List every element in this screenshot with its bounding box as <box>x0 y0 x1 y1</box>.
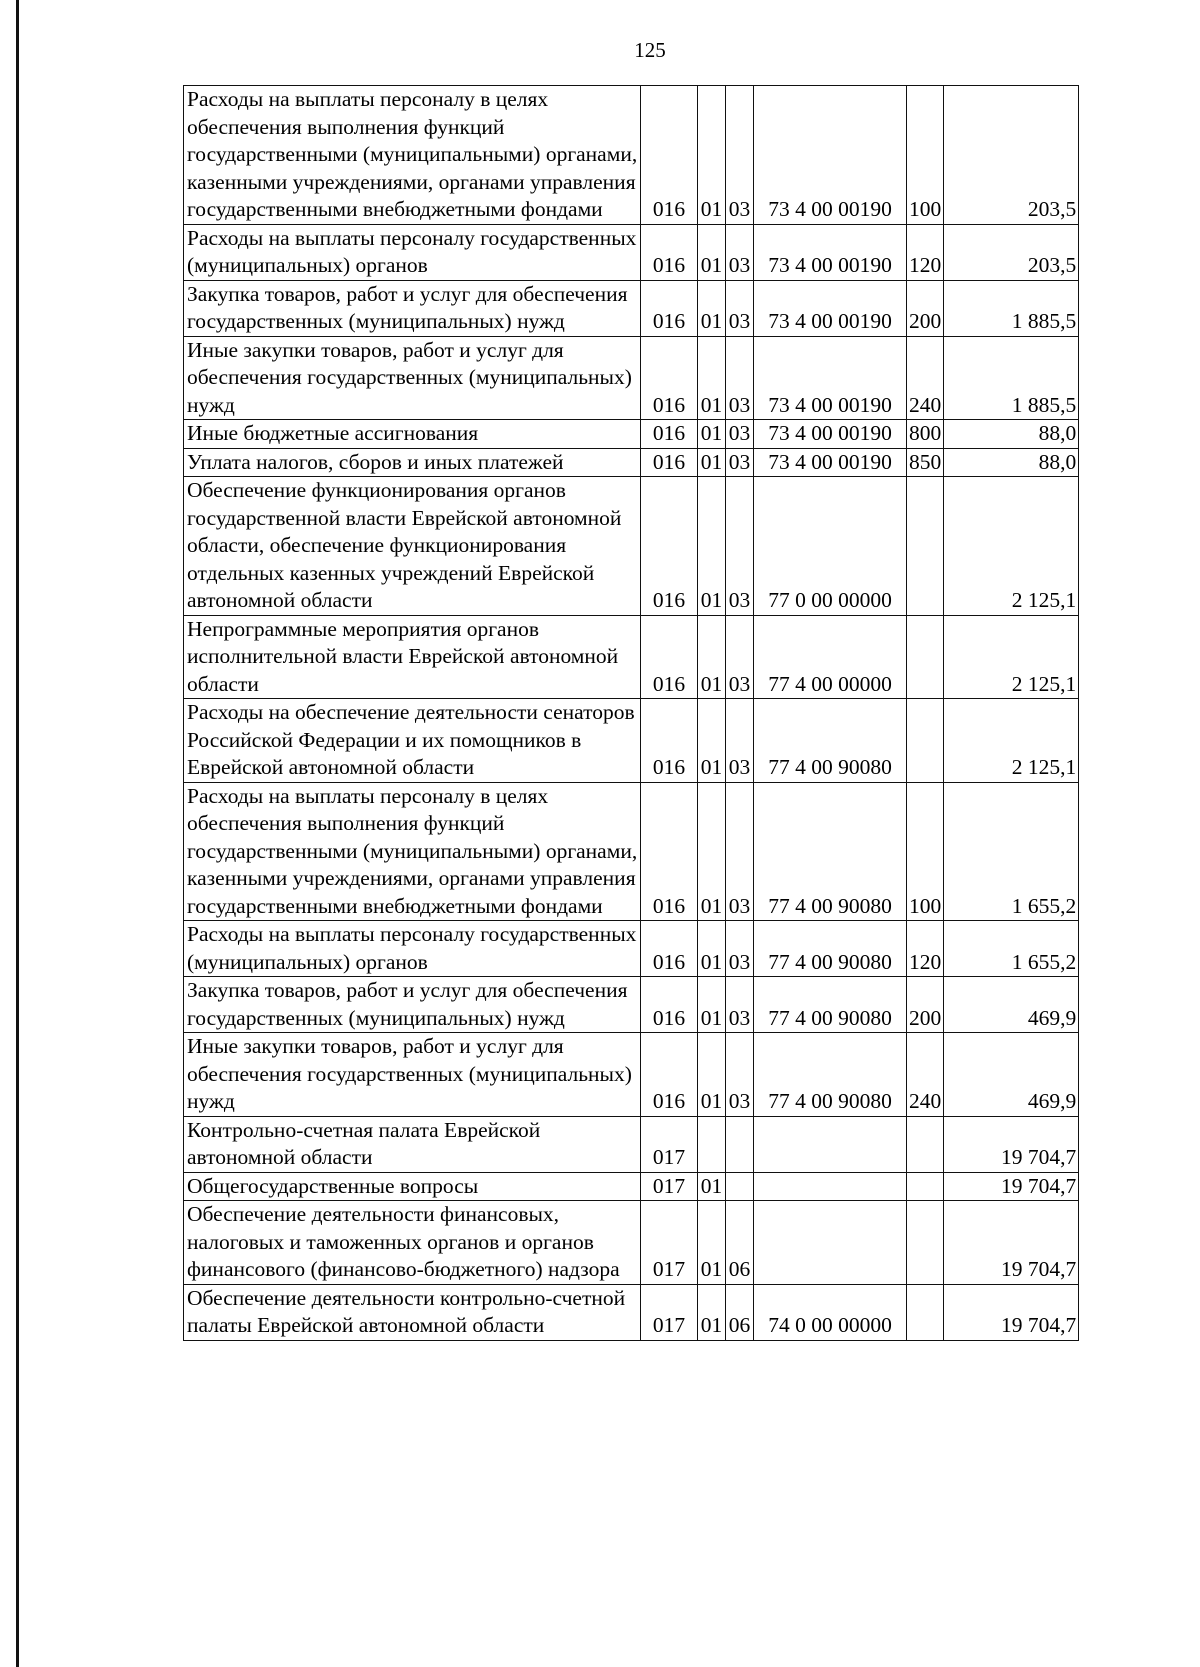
table-row <box>184 615 1079 699</box>
table-row <box>184 1033 1079 1117</box>
expense-name-cell: Расходы на выплаты персоналу государственных (муниципальных) органов <box>184 224 641 280</box>
expense-type-cell: 800 <box>907 420 944 449</box>
admin-code-cell: 016 <box>641 336 698 420</box>
subsection-code-cell: 03 <box>726 699 754 783</box>
amount-cell: 203,5 <box>944 86 1079 225</box>
admin-code-cell: 016 <box>641 86 698 225</box>
target-article-cell: 77 4 00 90080 <box>754 1033 907 1117</box>
admin-code-cell: 017 <box>641 1172 698 1201</box>
section-code-cell: 01 <box>698 420 726 449</box>
table-row <box>184 448 1079 477</box>
table-row <box>184 1201 1079 1285</box>
amount-cell: 19 704,7 <box>944 1201 1079 1285</box>
section-code-cell: 01 <box>698 921 726 977</box>
expense-name-cell: Обеспечение деятельности финансовых, налоговых и таможенных органов и органов финансового (финансово-бюджетного) надзора <box>184 1201 641 1285</box>
expense-name-cell: Иные закупки товаров, работ и услуг для обеспечения государственных (муниципальных) нужд <box>184 1033 641 1117</box>
expense-type-cell: 120 <box>907 224 944 280</box>
amount-cell: 469,9 <box>944 977 1079 1033</box>
section-code-cell: 01 <box>698 86 726 225</box>
budget-table-body <box>184 86 1079 1341</box>
target-article-cell: 73 4 00 00190 <box>754 336 907 420</box>
expense-type-cell <box>907 1284 944 1340</box>
section-code-cell: 01 <box>698 1172 726 1201</box>
subsection-code-cell: 03 <box>726 977 754 1033</box>
page-number: 125 <box>634 38 666 62</box>
section-code-cell: 01 <box>698 448 726 477</box>
subsection-code-cell <box>726 1172 754 1201</box>
subsection-code-cell <box>726 1116 754 1172</box>
admin-code-cell: 016 <box>641 615 698 699</box>
admin-code-cell: 016 <box>641 477 698 616</box>
table-row <box>184 699 1079 783</box>
expense-name-cell: Расходы на выплаты персоналу в целях обеспечения выполнения функций государственными (муниципальными) органами, казенными учреждениями, органами управления государственными внебюджетными фондами <box>184 782 641 921</box>
amount-cell: 1 885,5 <box>944 336 1079 420</box>
expense-type-cell: 100 <box>907 86 944 225</box>
admin-code-cell: 016 <box>641 921 698 977</box>
table-row <box>184 420 1079 449</box>
binding-line <box>16 0 19 1667</box>
expense-name-cell: Обеспечение функционирования органов государственной власти Еврейской автономной области, обеспечение функционирования отдельных казенных учреждений Еврейской автономной области <box>184 477 641 616</box>
expense-name-cell: Обеспечение деятельности контрольно-счетной палаты Еврейской автономной области <box>184 1284 641 1340</box>
target-article-cell: 73 4 00 00190 <box>754 420 907 449</box>
subsection-code-cell: 03 <box>726 224 754 280</box>
amount-cell: 88,0 <box>944 448 1079 477</box>
admin-code-cell: 017 <box>641 1201 698 1285</box>
expense-type-cell: 200 <box>907 977 944 1033</box>
amount-cell: 2 125,1 <box>944 477 1079 616</box>
section-code-cell: 01 <box>698 1284 726 1340</box>
table-row <box>184 86 1079 225</box>
amount-cell: 2 125,1 <box>944 699 1079 783</box>
table-row <box>184 1284 1079 1340</box>
expense-name-cell: Уплата налогов, сборов и иных платежей <box>184 448 641 477</box>
section-code-cell: 01 <box>698 280 726 336</box>
section-code-cell: 01 <box>698 699 726 783</box>
amount-cell: 1 885,5 <box>944 280 1079 336</box>
section-code-cell: 01 <box>698 615 726 699</box>
expense-type-cell: 240 <box>907 1033 944 1117</box>
admin-code-cell: 016 <box>641 420 698 449</box>
admin-code-cell: 016 <box>641 448 698 477</box>
subsection-code-cell: 06 <box>726 1201 754 1285</box>
expense-name-cell: Иные закупки товаров, работ и услуг для обеспечения государственных (муниципальных) нужд <box>184 336 641 420</box>
expense-type-cell: 120 <box>907 921 944 977</box>
subsection-code-cell: 03 <box>726 420 754 449</box>
subsection-code-cell: 03 <box>726 86 754 225</box>
subsection-code-cell: 03 <box>726 921 754 977</box>
section-code-cell: 01 <box>698 477 726 616</box>
amount-cell: 1 655,2 <box>944 782 1079 921</box>
expense-name-cell: Контрольно-счетная палата Еврейской автономной области <box>184 1116 641 1172</box>
target-article-cell: 74 0 00 00000 <box>754 1284 907 1340</box>
expense-name-cell: Расходы на выплаты персоналу в целях обеспечения выполнения функций государственными (муниципальными) органами, казенными учреждениями, органами управления государственными внебюджетными фондами <box>184 86 641 225</box>
subsection-code-cell: 03 <box>726 448 754 477</box>
subsection-code-cell: 03 <box>726 280 754 336</box>
target-article-cell: 77 4 00 90080 <box>754 699 907 783</box>
subsection-code-cell: 03 <box>726 782 754 921</box>
expense-type-cell <box>907 615 944 699</box>
table-row <box>184 1116 1079 1172</box>
section-code-cell <box>698 1116 726 1172</box>
admin-code-cell: 016 <box>641 699 698 783</box>
subsection-code-cell: 06 <box>726 1284 754 1340</box>
budget-table <box>183 85 1079 1341</box>
section-code-cell: 01 <box>698 977 726 1033</box>
expense-type-cell <box>907 1116 944 1172</box>
table-row <box>184 1172 1079 1201</box>
expense-type-cell <box>907 1172 944 1201</box>
expense-type-cell <box>907 477 944 616</box>
expense-type-cell: 100 <box>907 782 944 921</box>
target-article-cell: 77 4 00 90080 <box>754 977 907 1033</box>
expense-type-cell: 850 <box>907 448 944 477</box>
section-code-cell: 01 <box>698 782 726 921</box>
expense-name-cell: Расходы на обеспечение деятельности сенаторов Российской Федерации и их помощников в Еврейской автономной области <box>184 699 641 783</box>
section-code-cell: 01 <box>698 224 726 280</box>
admin-code-cell: 016 <box>641 224 698 280</box>
expense-name-cell: Закупка товаров, работ и услуг для обеспечения государственных (муниципальных) нужд <box>184 280 641 336</box>
amount-cell: 19 704,7 <box>944 1284 1079 1340</box>
expense-type-cell <box>907 1201 944 1285</box>
target-article-cell: 77 0 00 00000 <box>754 477 907 616</box>
amount-cell: 1 655,2 <box>944 921 1079 977</box>
target-article-cell: 73 4 00 00190 <box>754 224 907 280</box>
subsection-code-cell: 03 <box>726 477 754 616</box>
expense-name-cell: Общегосударственные вопросы <box>184 1172 641 1201</box>
target-article-cell <box>754 1201 907 1285</box>
expense-type-cell: 200 <box>907 280 944 336</box>
admin-code-cell: 016 <box>641 782 698 921</box>
amount-cell: 2 125,1 <box>944 615 1079 699</box>
table-row <box>184 224 1079 280</box>
subsection-code-cell: 03 <box>726 336 754 420</box>
target-article-cell: 77 4 00 90080 <box>754 782 907 921</box>
amount-cell: 19 704,7 <box>944 1172 1079 1201</box>
target-article-cell: 77 4 00 00000 <box>754 615 907 699</box>
table-row <box>184 782 1079 921</box>
target-article-cell: 77 4 00 90080 <box>754 921 907 977</box>
target-article-cell <box>754 1172 907 1201</box>
budget-table-container <box>183 85 1079 1341</box>
amount-cell: 203,5 <box>944 224 1079 280</box>
expense-name-cell: Расходы на выплаты персоналу государственных (муниципальных) органов <box>184 921 641 977</box>
section-code-cell: 01 <box>698 1033 726 1117</box>
section-code-cell: 01 <box>698 336 726 420</box>
target-article-cell <box>754 1116 907 1172</box>
table-row <box>184 977 1079 1033</box>
expense-name-cell: Закупка товаров, работ и услуг для обеспечения государственных (муниципальных) нужд <box>184 977 641 1033</box>
expense-name-cell: Иные бюджетные ассигнования <box>184 420 641 449</box>
admin-code-cell: 016 <box>641 280 698 336</box>
amount-cell: 88,0 <box>944 420 1079 449</box>
table-row <box>184 280 1079 336</box>
subsection-code-cell: 03 <box>726 615 754 699</box>
admin-code-cell: 017 <box>641 1284 698 1340</box>
admin-code-cell: 017 <box>641 1116 698 1172</box>
target-article-cell: 73 4 00 00190 <box>754 86 907 225</box>
amount-cell: 19 704,7 <box>944 1116 1079 1172</box>
table-row <box>184 921 1079 977</box>
expense-type-cell <box>907 699 944 783</box>
target-article-cell: 73 4 00 00190 <box>754 280 907 336</box>
admin-code-cell: 016 <box>641 977 698 1033</box>
admin-code-cell: 016 <box>641 1033 698 1117</box>
table-row <box>184 336 1079 420</box>
target-article-cell: 73 4 00 00190 <box>754 448 907 477</box>
expense-type-cell: 240 <box>907 336 944 420</box>
amount-cell: 469,9 <box>944 1033 1079 1117</box>
subsection-code-cell: 03 <box>726 1033 754 1117</box>
section-code-cell: 01 <box>698 1201 726 1285</box>
table-row <box>184 477 1079 616</box>
expense-name-cell: Непрограммные мероприятия органов исполнительной власти Еврейской автономной области <box>184 615 641 699</box>
